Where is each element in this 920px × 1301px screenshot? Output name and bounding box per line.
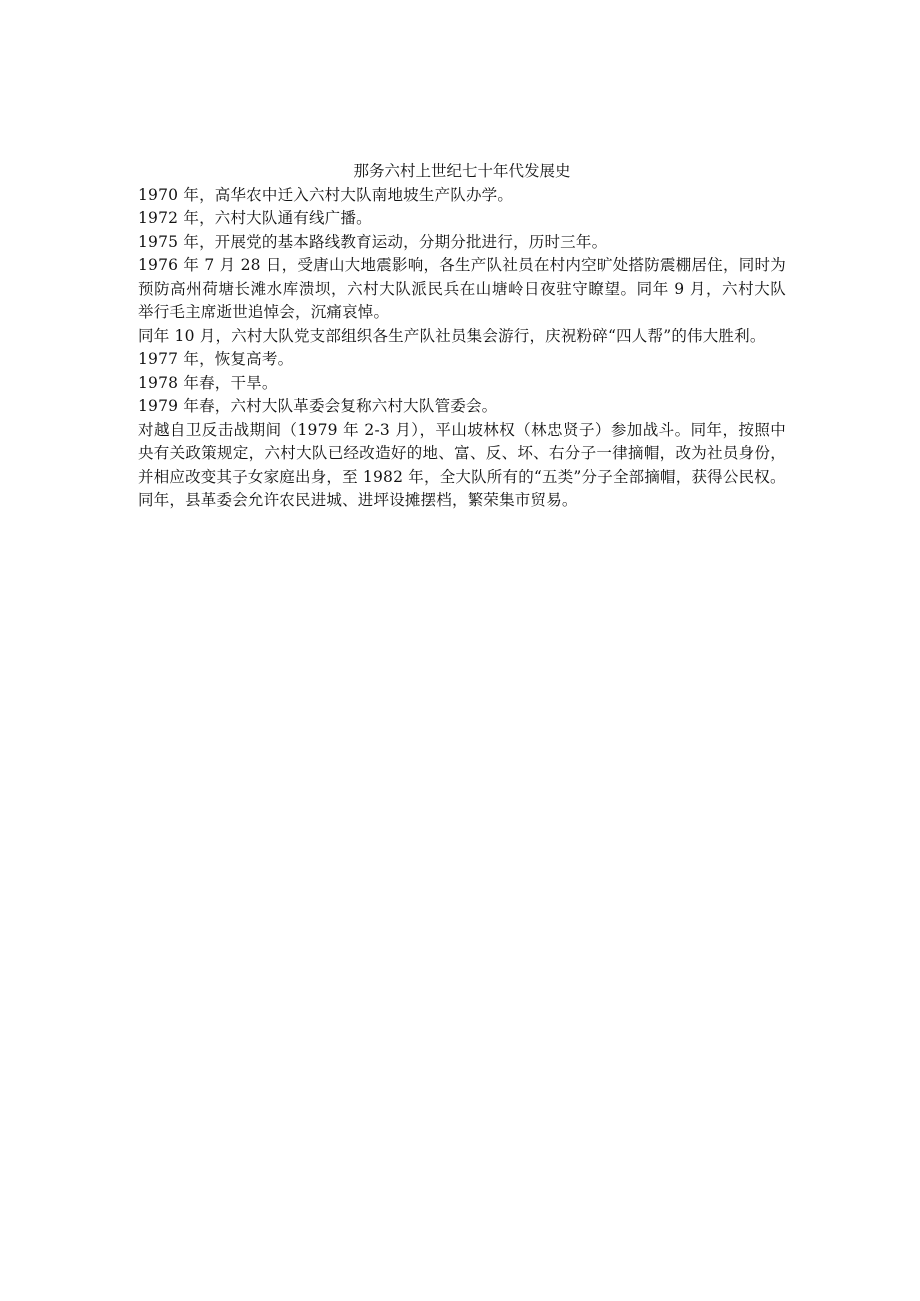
- paragraph-1977: 1977 年，恢复高考。: [138, 350, 294, 368]
- paragraph-1978: 1978 年春，干旱。: [138, 373, 278, 392]
- document-title: 那务六村上世纪七十年代发展史: [353, 162, 571, 180]
- paragraph-1976: 1976 年 7 月 28 日，受唐山大地震影响，各生产队社员在村内空旷处搭防震棚居住，同时为预防高州荷塘长滩水库溃坝，六村大队派民兵在山塘岭日夜驻守瞭望。同年 9 月，六村大队举行毛主席逝世追悼会，沉痛哀悼。: [138, 256, 786, 321]
- document-body: [138, 160, 786, 513]
- paragraph-1979-war: 对越自卫反击战期间（1979 年 2-3 月），平山坡林权（林忠贤子）参加战斗。同年，按照中央有关政策规定，六村大队已经改造好的地、富、反、坏、右分子一律摘帽，改为社员身份，并相应改变其子女家庭出身，至 1982 年，全大队所有的“五类”分子全部摘帽，获得公民权。: [138, 420, 786, 486]
- paragraph-1972: 1972 年，六村大队通有线广播。: [138, 209, 372, 227]
- paragraph-1975: 1975 年，开展党的基本路线教育运动，分期分批进行，历时三年。: [138, 232, 608, 251]
- paragraph-1979: 1979 年春，六村大队革委会复称六村大队管委会。: [138, 397, 498, 415]
- paragraph-1976-october: 同年 10 月，六村大队党支部组织各生产队社员集会游行，庆祝粉碎“四人帮”的伟大胜利。: [138, 326, 766, 345]
- paragraph-1970: 1970 年，高华农中迁入六村大队南地坡生产队办学。: [138, 185, 514, 204]
- paragraph-market-trade: 同年，县革委会允许农民进城、进坪设摊摆档，繁荣集市贸易。: [138, 491, 578, 509]
